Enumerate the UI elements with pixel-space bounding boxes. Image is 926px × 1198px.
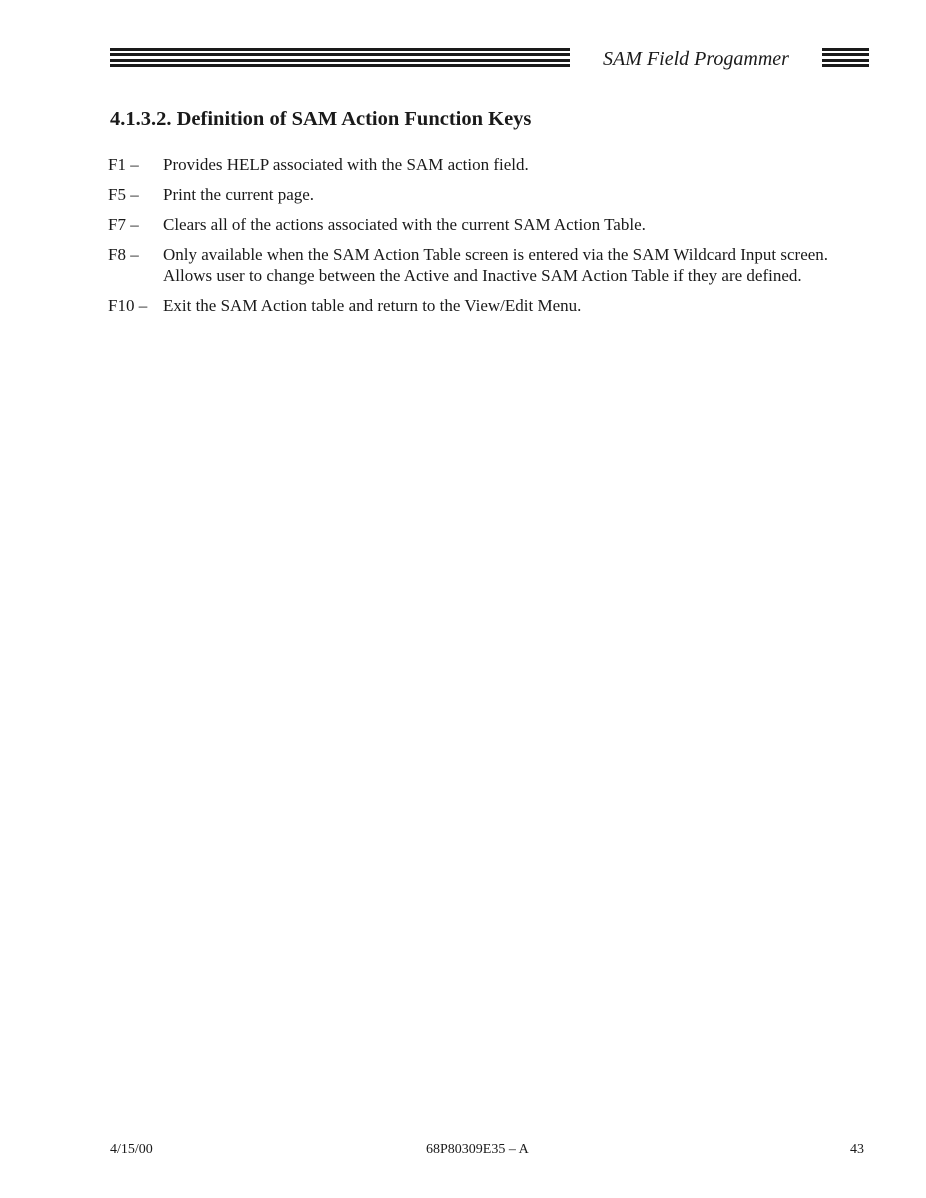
function-key-label: F5 – <box>108 185 139 204</box>
section-title: 4.1.3.2. Definition of SAM Action Function Keys <box>110 108 532 130</box>
function-key-description: Only available when the SAM Action Table screen is entered via the SAM Wildcard Input screen. Allows user to change between the Active and Inactive SAM Action Table if they are defined. <box>163 245 829 285</box>
header-rule-right <box>822 48 869 67</box>
function-key-item <box>108 214 878 235</box>
function-key-label: F7 – <box>108 215 139 234</box>
function-key-description: Exit the SAM Action table and return to the View/Edit Menu. <box>163 296 582 315</box>
header-title: SAM Field Progammer <box>603 48 789 70</box>
function-key-label: F8 – <box>108 245 139 264</box>
function-key-item <box>108 184 878 205</box>
function-key-description: Clears all of the actions associated with the current SAM Action Table. <box>163 215 646 234</box>
footer-date: 4/15/00 <box>110 1142 153 1157</box>
function-key-label: F1 – <box>108 155 139 174</box>
function-key-item <box>108 244 878 286</box>
header-rule-left <box>110 48 570 67</box>
footer-page-number: 43 <box>850 1142 864 1157</box>
footer-doc-number: 68P80309E35 – A <box>426 1142 529 1157</box>
function-key-description: Print the current page. <box>163 185 315 204</box>
function-key-item <box>108 295 878 316</box>
function-key-item <box>108 154 878 175</box>
function-key-label: F10 – <box>108 296 148 315</box>
function-key-list <box>108 154 878 325</box>
function-key-description: Provides HELP associated with the SAM action field. <box>163 155 529 174</box>
